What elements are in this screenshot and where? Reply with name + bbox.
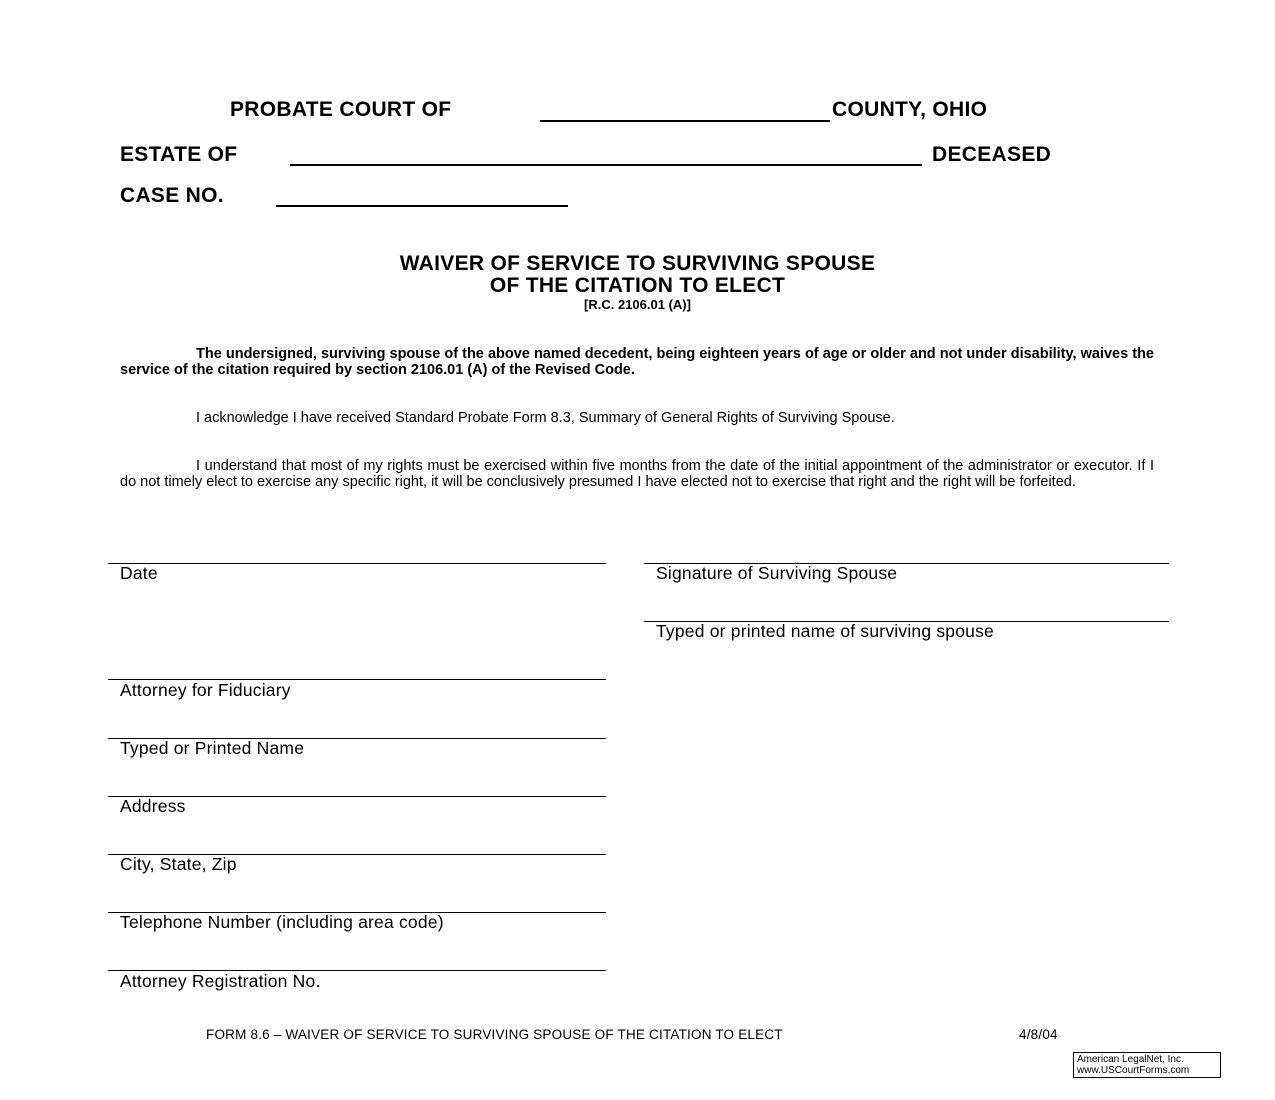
address-label: Address xyxy=(120,796,186,816)
publisher-website: www.USCourtForms.com xyxy=(1077,1065,1190,1076)
acknowledge-paragraph-text: I acknowledge I have received Standard Probate Form 8.3, Summary of General Rights of Surviving Spouse. xyxy=(196,410,895,426)
county-ohio-label: COUNTY, OHIO xyxy=(832,98,988,121)
understand-paragraph-text: I understand that most of my rights must be exercised within five months from the date of the initial appointment of the administrator or executor. If I do not timely elect to exercise any specific right, it will be conclusively presumed I have elected not to exercise that right and the right will be forfeited. xyxy=(120,458,1154,490)
city-state-zip-label: City, State, Zip xyxy=(120,854,237,874)
case-no-label: CASE NO. xyxy=(120,184,224,207)
waiver-paragraph-text: The undersigned, surviving spouse of the above named decedent, being eighteen years of age or older and not under disability, waives the service of the citation required by section 2106.01 (A) of the Revised Code. xyxy=(120,346,1154,378)
telephone-label: Telephone Number (including area code) xyxy=(120,912,444,932)
acknowledge-paragraph xyxy=(120,410,1154,426)
date-line[interactable] xyxy=(108,563,606,564)
deceased-label: DECEASED xyxy=(932,143,1052,166)
date-label: Date xyxy=(120,563,158,583)
publisher-stamp xyxy=(1073,1052,1221,1078)
form-title-line2: OF THE CITATION TO ELECT xyxy=(489,274,786,297)
footer-form-title: FORM 8.6 – WAIVER OF SERVICE TO SURVIVING SPOUSE OF THE CITATION TO ELECT xyxy=(206,1027,783,1042)
typed-printed-name-label: Typed or Printed Name xyxy=(120,738,305,758)
understand-paragraph xyxy=(120,458,1154,490)
spouse-signature-label: Signature of Surviving Spouse xyxy=(656,563,898,583)
probate-court-label: PROBATE COURT OF xyxy=(230,98,452,121)
county-blank-field[interactable] xyxy=(540,120,830,122)
attorney-registration-label: Attorney Registration No. xyxy=(120,971,321,991)
publisher-name: American LegalNet, Inc. xyxy=(1077,1054,1184,1065)
case-number-blank-field[interactable] xyxy=(276,205,568,207)
estate-name-blank-field[interactable] xyxy=(290,164,922,166)
waiver-paragraph xyxy=(120,346,1154,378)
attorney-for-fiduciary-label: Attorney for Fiduciary xyxy=(120,680,291,700)
statute-citation: [R.C. 2106.01 (A)] xyxy=(584,297,691,312)
footer-form-date: 4/8/04 xyxy=(1019,1027,1058,1042)
spouse-typed-name-label: Typed or printed name of surviving spouse xyxy=(656,621,994,641)
form-title-line1: WAIVER OF SERVICE TO SURVIVING SPOUSE xyxy=(399,252,876,275)
estate-of-label: ESTATE OF xyxy=(120,143,238,166)
